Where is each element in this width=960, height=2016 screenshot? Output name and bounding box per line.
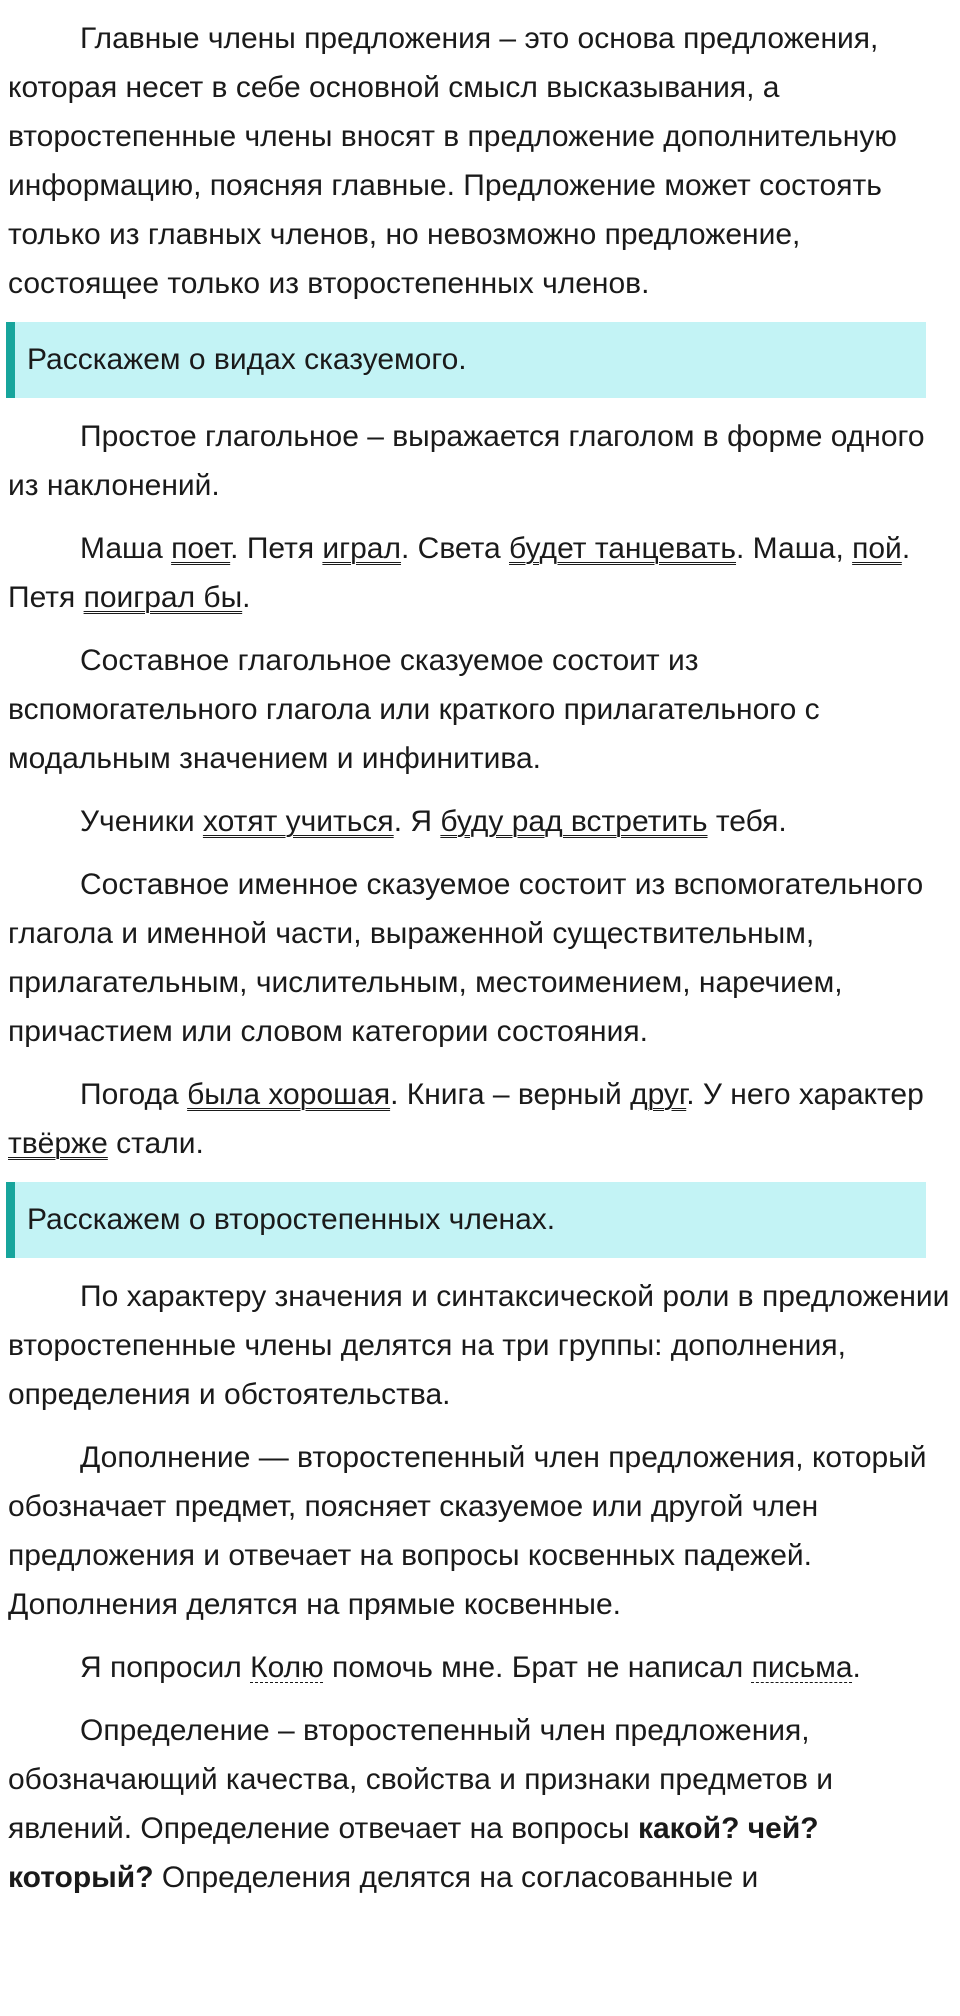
example-text: помочь мне. Брат не написал — [323, 1651, 752, 1684]
object-underlined: Колю — [250, 1651, 324, 1684]
example-text: Я попросил — [80, 1651, 251, 1684]
predicate-underlined: будет танцевать — [509, 532, 737, 565]
example-text: стали. — [107, 1127, 204, 1160]
example-text: тебя. — [707, 805, 787, 838]
example-compound-nominal — [8, 1070, 953, 1168]
example-text: . Петя — [8, 532, 911, 614]
section-heading-predicate-types: Расскажем о видах сказуемого. — [6, 322, 926, 398]
example-object — [8, 1643, 953, 1692]
secondary-groups-paragraph: По характеру значения и синтаксической роли в предложении второстепенные члены делятся на три группы: дополнения, определения и обстоятельства. — [8, 1280, 950, 1411]
simple-verbal-predicate-paragraph: Простое глагольное – выражается глаголом в форме одного из наклонений. — [8, 420, 925, 502]
predicate-underlined: была хорошая — [187, 1078, 391, 1111]
example-text: . Света — [400, 532, 510, 565]
example-text: . — [852, 1651, 861, 1684]
questions-bold: какой? чей? который? — [8, 1812, 819, 1894]
predicate-underlined: хотят учиться — [202, 805, 394, 838]
compound-verbal-predicate-paragraph: Составное глагольное сказуемое состоит из вспомогательного глагола или краткого прилагательного с модальным значением и инфинитива. — [8, 644, 820, 775]
example-text: Погода — [80, 1078, 188, 1111]
compound-nominal-predicate-paragraph: Составное именное сказуемое состоит из вспомогательного глагола и именной части, выраженной существительным, прилагательным, числительным, местоимением, наречием, причастием или словом категории состояния. — [8, 868, 924, 1048]
example-text: . Книга – верный — [390, 1078, 631, 1111]
predicate-underlined: буду рад встретить — [440, 805, 708, 838]
section-heading-secondary-members: Расскажем о второстепенных членах. — [6, 1182, 926, 1258]
predicate-underlined: поиграл бы — [83, 581, 243, 614]
example-text: . — [242, 581, 251, 614]
predicate-underlined: играл — [322, 532, 401, 565]
predicate-underlined: поет — [171, 532, 231, 565]
object-definition-paragraph: Дополнение — второстепенный член предложения, который обозначает предмет, поясняет сказуемое или другой член предложения и отвечает на вопросы косвенных падежей. Дополнения делятся на прямые косвенные. — [8, 1441, 927, 1621]
example-text: . Петя — [230, 532, 323, 565]
definition-text: Определение – второстепенный член предложения, обозначающий качества, свойства и признаки предметов и явлений. Определение отвечает на вопросы — [8, 1714, 834, 1845]
example-text: Ученики — [80, 805, 203, 838]
predicate-underlined: пой — [852, 532, 902, 565]
example-text: . Маша, — [736, 532, 853, 565]
example-text: . У него характер — [686, 1078, 924, 1111]
example-simple-verbal — [8, 524, 953, 622]
predicate-underlined: друг — [630, 1078, 687, 1111]
example-compound-verbal — [8, 797, 953, 846]
example-text: . Я — [393, 805, 441, 838]
example-text: Маша — [80, 532, 172, 565]
attribute-definition-paragraph — [8, 1706, 953, 1902]
predicate-underlined: твёрже — [8, 1127, 108, 1160]
intro-paragraph: Главные члены предложения – это основа предложения, которая несет в себе основной смысл высказывания, а второстепенные члены вносят в предложение дополнительную информацию, поясняя главные. Предложение может состоять только из главных членов, но невозможно предложение, состоящее только из второстепенных членов. — [8, 22, 897, 300]
object-underlined: письма — [751, 1651, 853, 1684]
definition-text: Определения делятся на согласованные и — [153, 1861, 759, 1894]
